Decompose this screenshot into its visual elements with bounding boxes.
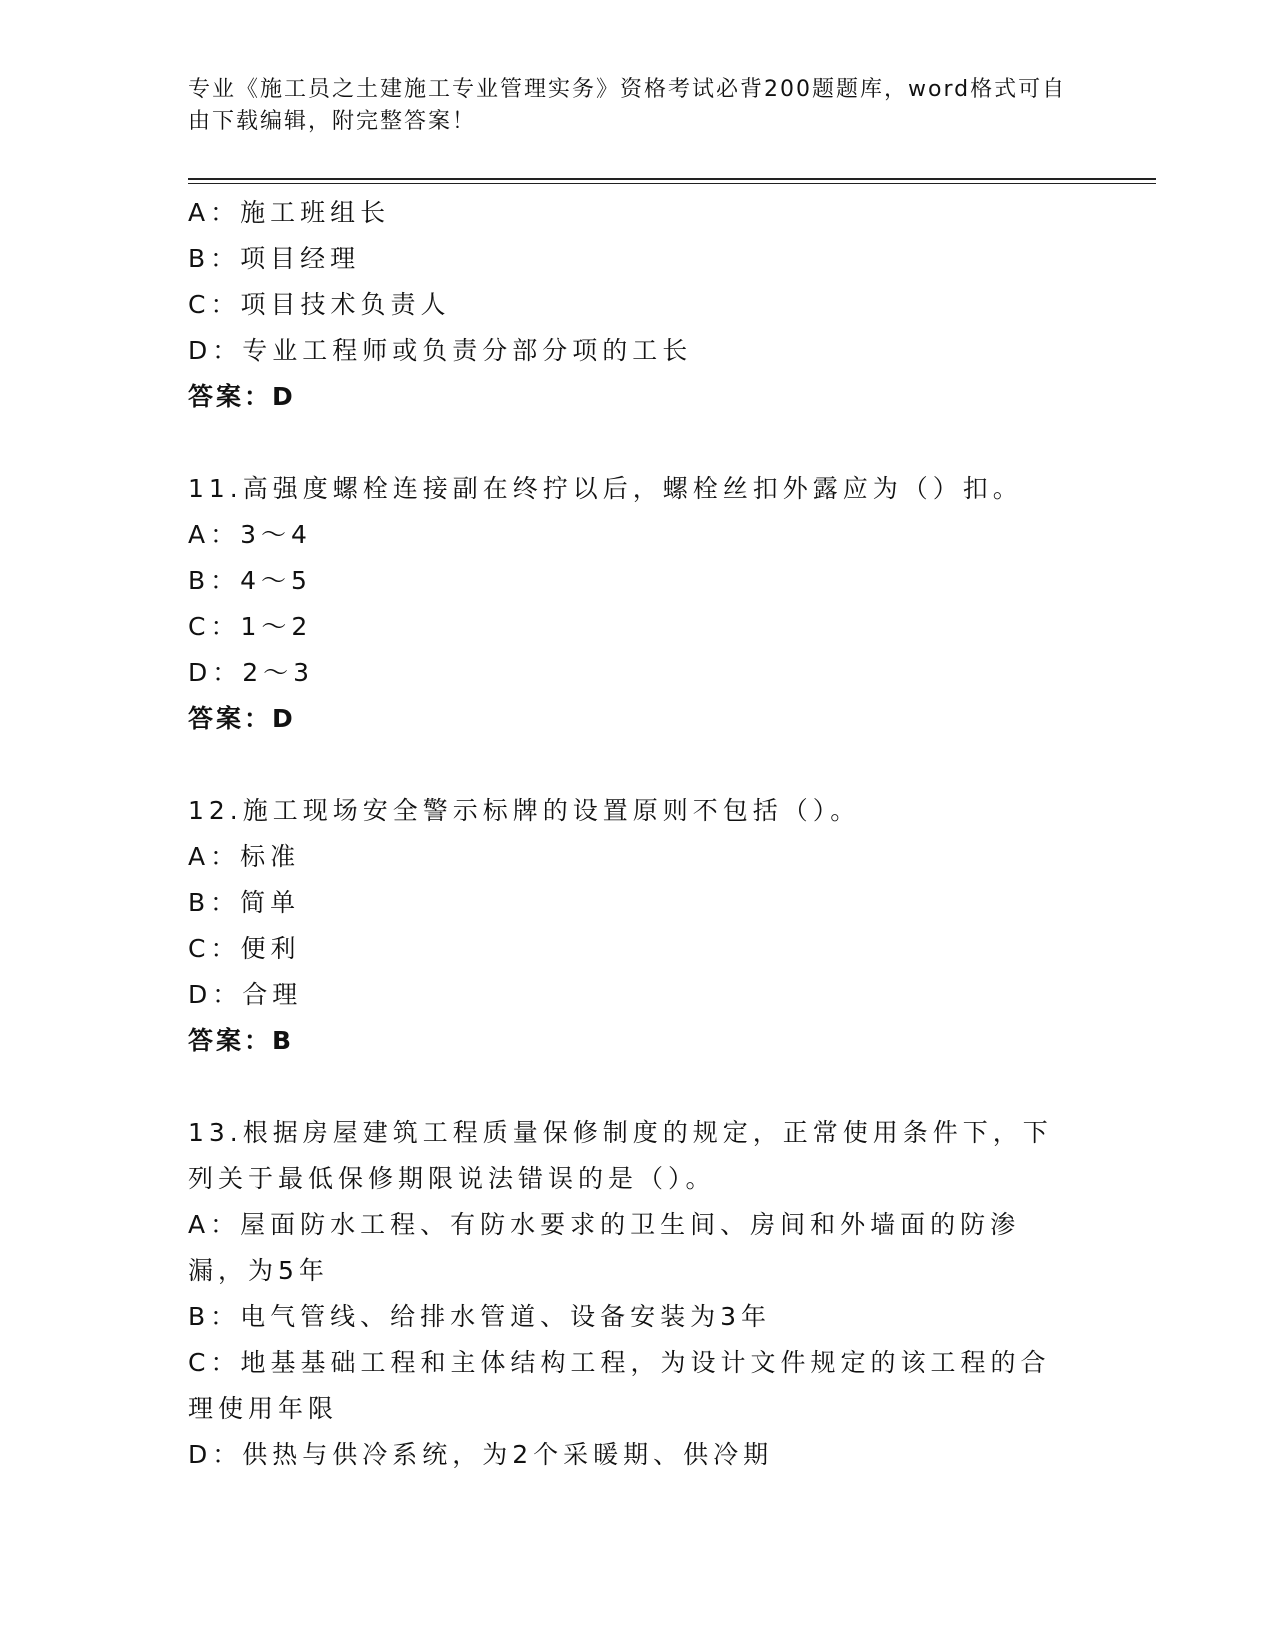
option-b: B：项目经理 <box>188 244 361 273</box>
question-block-12 <box>188 788 1088 1064</box>
option-c: C：1～2 <box>188 612 313 641</box>
answer-label: 答案：D <box>188 704 296 733</box>
question-block-10 <box>188 190 1088 420</box>
option-b: B：电气管线、给排水管道、设备安装为3年 <box>188 1302 772 1331</box>
question-text: 13.根据房屋建筑工程质量保修制度的规定，正常使用条件下，下列关于最低保修期限说法错误的是（）。 <box>188 1118 1053 1193</box>
question-text: 12.施工现场安全警示标牌的设置原则不包括（）。 <box>188 796 861 825</box>
option-c: C：便利 <box>188 934 301 963</box>
spacer <box>188 1064 1088 1110</box>
question-block-11 <box>188 466 1088 742</box>
question-text: 11.高强度螺栓连接副在终拧以后，螺栓丝扣外露应为（）扣。 <box>188 474 1023 503</box>
option-a: A：屋面防水工程、有防水要求的卫生间、房间和外墙面的防渗漏，为5年 <box>188 1210 1021 1285</box>
option-d: D：供热与供冷系统，为2个采暖期、供冷期 <box>188 1440 774 1469</box>
option-a: A：3～4 <box>188 520 312 549</box>
spacer <box>188 742 1088 788</box>
option-a: A：施工班组长 <box>188 198 391 227</box>
option-b: B：4～5 <box>188 566 312 595</box>
answer-label: 答案：B <box>188 1026 295 1055</box>
question-block-13 <box>188 1110 1088 1478</box>
header-rule-thin <box>188 183 1156 184</box>
document-header: 专业《施工员之土建施工专业管理实务》资格考试必背200题题库，word格式可自由下载编辑，附完整答案！ <box>188 77 1067 134</box>
option-d: D：专业工程师或负责分部分项的工长 <box>188 336 693 365</box>
question-content <box>188 190 1088 1478</box>
spacer <box>188 420 1088 466</box>
option-d: D：2～3 <box>188 658 315 687</box>
header-rule-thick <box>188 178 1156 180</box>
option-a: A：标准 <box>188 842 301 871</box>
option-c: C：项目技术负责人 <box>188 290 451 319</box>
answer-label: 答案：D <box>188 382 296 411</box>
option-c: C：地基基础工程和主体结构工程，为设计文件规定的该工程的合理使用年限 <box>188 1348 1051 1423</box>
option-d: D：合理 <box>188 980 303 1009</box>
option-b: B：简单 <box>188 888 301 917</box>
